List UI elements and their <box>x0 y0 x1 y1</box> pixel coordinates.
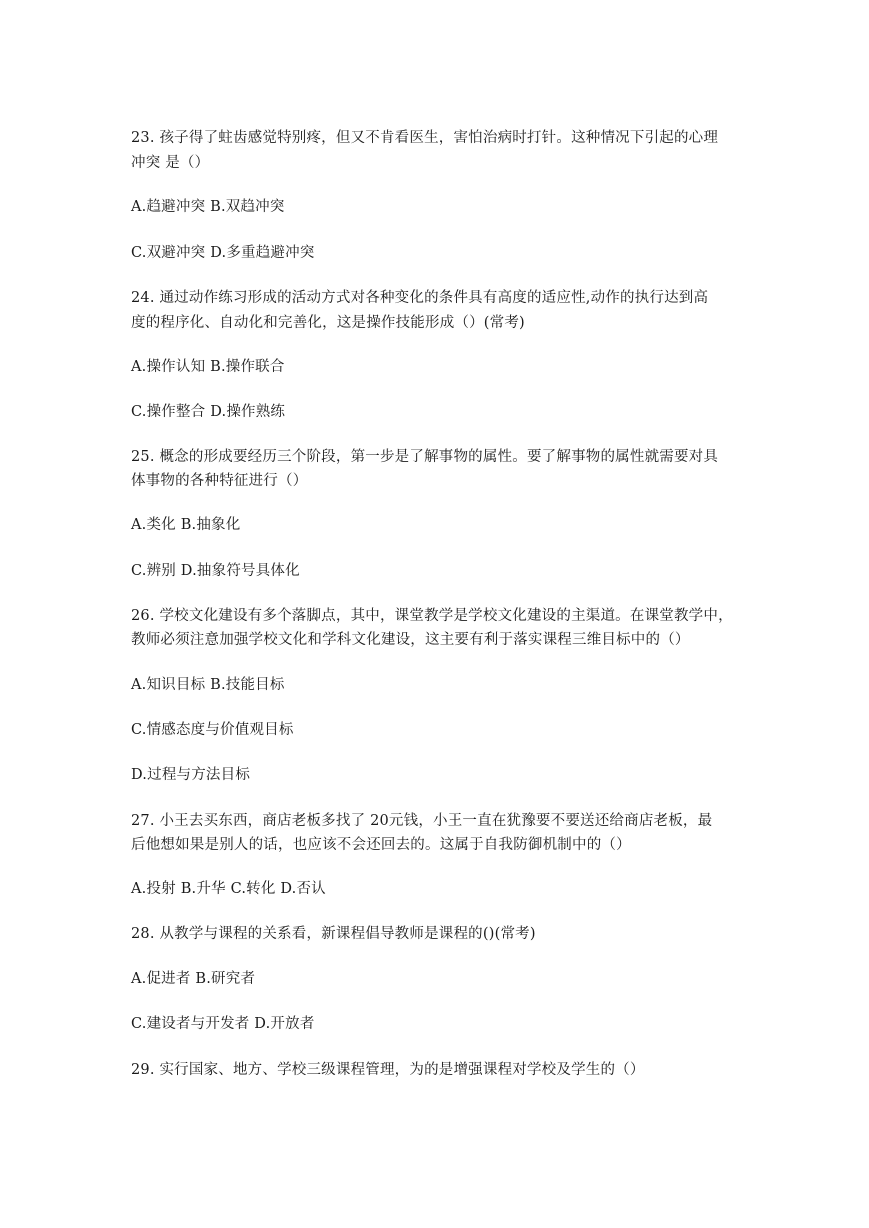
q24-stem-line-2: 度的程序化、自动化和完善化，这是操作技能形成（）(常考) <box>131 315 525 331</box>
q26-option-c: C.情感态度与价值观目标 <box>131 722 294 738</box>
q28-options-ab: A.促进者 B.研究者 <box>131 971 256 987</box>
q29-stem: 29. 实行国家、地方、学校三级课程管理，为的是增强课程对学校及学生的（） <box>131 1062 645 1078</box>
q23-options-ab: A.趋避冲突 B.双趋冲突 <box>131 199 285 215</box>
q27-options: A.投射 B.升华 C.转化 D.否认 <box>131 881 326 897</box>
q27-stem-line-2: 后他想如果是别人的话，也应该不会还回去的。这属于自我防御机制中的（） <box>131 837 631 853</box>
q23-stem-line-2: 冲突 是（） <box>131 155 210 171</box>
q28-stem: 28. 从教学与课程的关系看，新课程倡导教师是课程的()(常考) <box>131 926 536 942</box>
q24-stem-line-1: 24. 通过动作练习形成的活动方式对各种变化的条件具有高度的适应性,动作的执行达到高 <box>131 290 709 306</box>
q25-stem-line-2: 体事物的各种特征进行（） <box>131 473 308 489</box>
q26-stem-line-2: 教师必须注意加强学校文化和学科文化建设，这主要有利于落实课程三维目标中的（） <box>131 632 690 648</box>
q26-stem-line-1: 26. 学校文化建设有多个落脚点，其中，课堂教学是学校文化建设的主渠道。在课堂教学中， <box>131 608 733 624</box>
q28-options-cd: C.建设者与开发者 D.开放者 <box>131 1016 315 1032</box>
q23-stem-line-1: 23. 孩子得了蛀齿感觉特别疼，但又不肯看医生，害怕治病时打针。这种情况下引起的心理 <box>131 130 719 146</box>
q24-options-ab: A.操作认知 B.操作联合 <box>131 359 285 375</box>
q26-option-d: D.过程与方法目标 <box>131 767 251 783</box>
q23-options-cd: C.双避冲突 D.多重趋避冲突 <box>131 245 315 261</box>
q25-options-ab: A.类化 B.抽象化 <box>131 517 241 533</box>
q27-stem-line-1: 27. 小王去买东西，商店老板多找了 20元钱，小王一直在犹豫要不要送还给商店老板，最 <box>131 813 713 829</box>
q24-options-cd: C.操作整合 D.操作熟练 <box>131 404 286 420</box>
q25-stem-line-1: 25. 概念的形成要经历三个阶段，第一步是了解事物的属性。要了解事物的属性就需要对具 <box>131 449 719 465</box>
q26-options-ab: A.知识目标 B.技能目标 <box>131 677 285 693</box>
q25-options-cd: C.辨别 D.抽象符号具体化 <box>131 563 300 579</box>
